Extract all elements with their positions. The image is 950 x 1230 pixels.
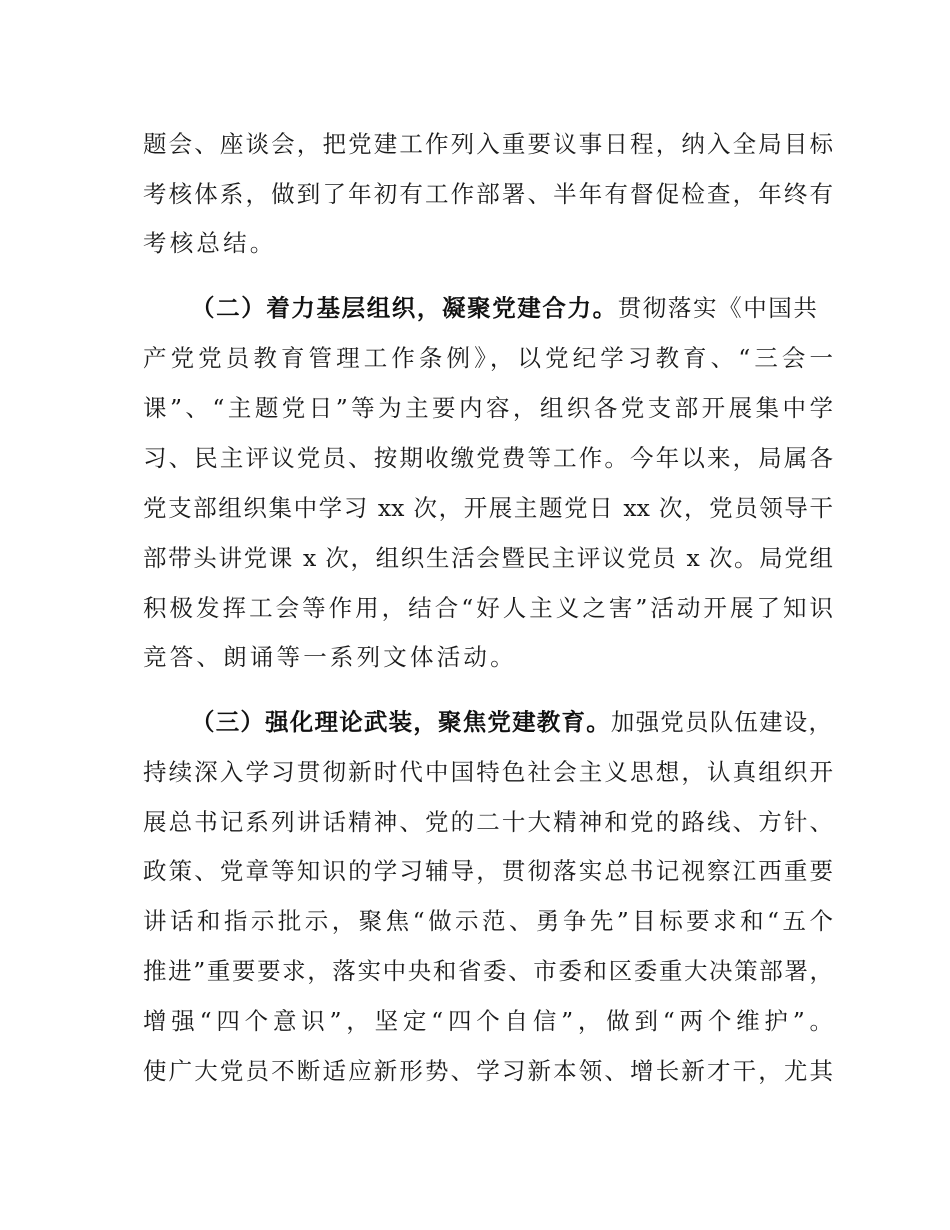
paragraph-2-line-7: 积极发挥工会等作用，结合“好人主义之害”活动开展了知识 — [143, 594, 833, 622]
paragraph-2-line-6: 部带头讲党课 x 次，组织生活会暨民主评议党员 x 次。局党组 — [143, 544, 833, 572]
paragraph-1-line-2: 考核体系，做到了年初有工作部署、半年有督促检查，年终有 — [143, 180, 833, 208]
paragraph-1-line-1: 题会、座谈会，把党建工作列入重要议事日程，纳入全局目标 — [143, 130, 833, 158]
paragraph-3-line-2: 持续深入学习贯彻新时代中国特色社会主义思想，认真组织开 — [143, 758, 833, 786]
paragraph-2-line-2: 产党党员教育管理工作条例》，以党纪学习教育、“三会一 — [143, 344, 833, 372]
paragraph-2-line-3: 课”、“主题党日”等为主要内容，组织各党支部开展集中学 — [143, 394, 833, 422]
paragraph-2-line-4: 习、民主评议党员、按期收缴党费等工作。今年以来，局属各 — [143, 444, 833, 472]
paragraph-2-heading: （二）着力基层组织，凝聚党建合力。 — [191, 294, 618, 322]
paragraph-2-first-line — [191, 288, 833, 328]
paragraph-3-first-line-text: 加强党员队伍建设， — [610, 708, 834, 736]
paragraph-3-heading: （三）强化理论武装，聚焦党建教育。 — [191, 708, 611, 736]
paragraph-3-line-7: 增强“四个意识”，坚定“四个自信”，做到“两个维护”。 — [143, 1007, 833, 1035]
paragraph-3-line-4: 政策、党章等知识的学习辅导，贯彻落实总书记视察江西重要 — [143, 857, 833, 885]
paragraph-3-line-8: 使广大党员不断适应新形势、学习新本领、增长新才干，尤其 — [143, 1057, 833, 1085]
paragraph-3-first-line — [191, 702, 833, 742]
paragraph-2-line-5: 党支部组织集中学习 xx 次，开展主题党日 xx 次，党员领导干 — [143, 494, 833, 522]
paragraph-3-line-3: 展总书记系列讲话精神、党的二十大精神和党的路线、方针、 — [143, 808, 833, 836]
paragraph-2-line-8: 竞答、朗诵等一系列文体活动。 — [143, 643, 517, 671]
paragraph-2-first-line-text: 贯彻落实《中国共 — [617, 294, 819, 322]
paragraph-3-line-6: 推进”重要要求，落实中央和省委、市委和区委重大决策部署， — [143, 957, 833, 985]
paragraph-3-line-5: 讲话和指示批示，聚焦“做示范、勇争先”目标要求和“五个 — [143, 907, 833, 935]
paragraph-1-line-3: 考核总结。 — [143, 229, 277, 257]
